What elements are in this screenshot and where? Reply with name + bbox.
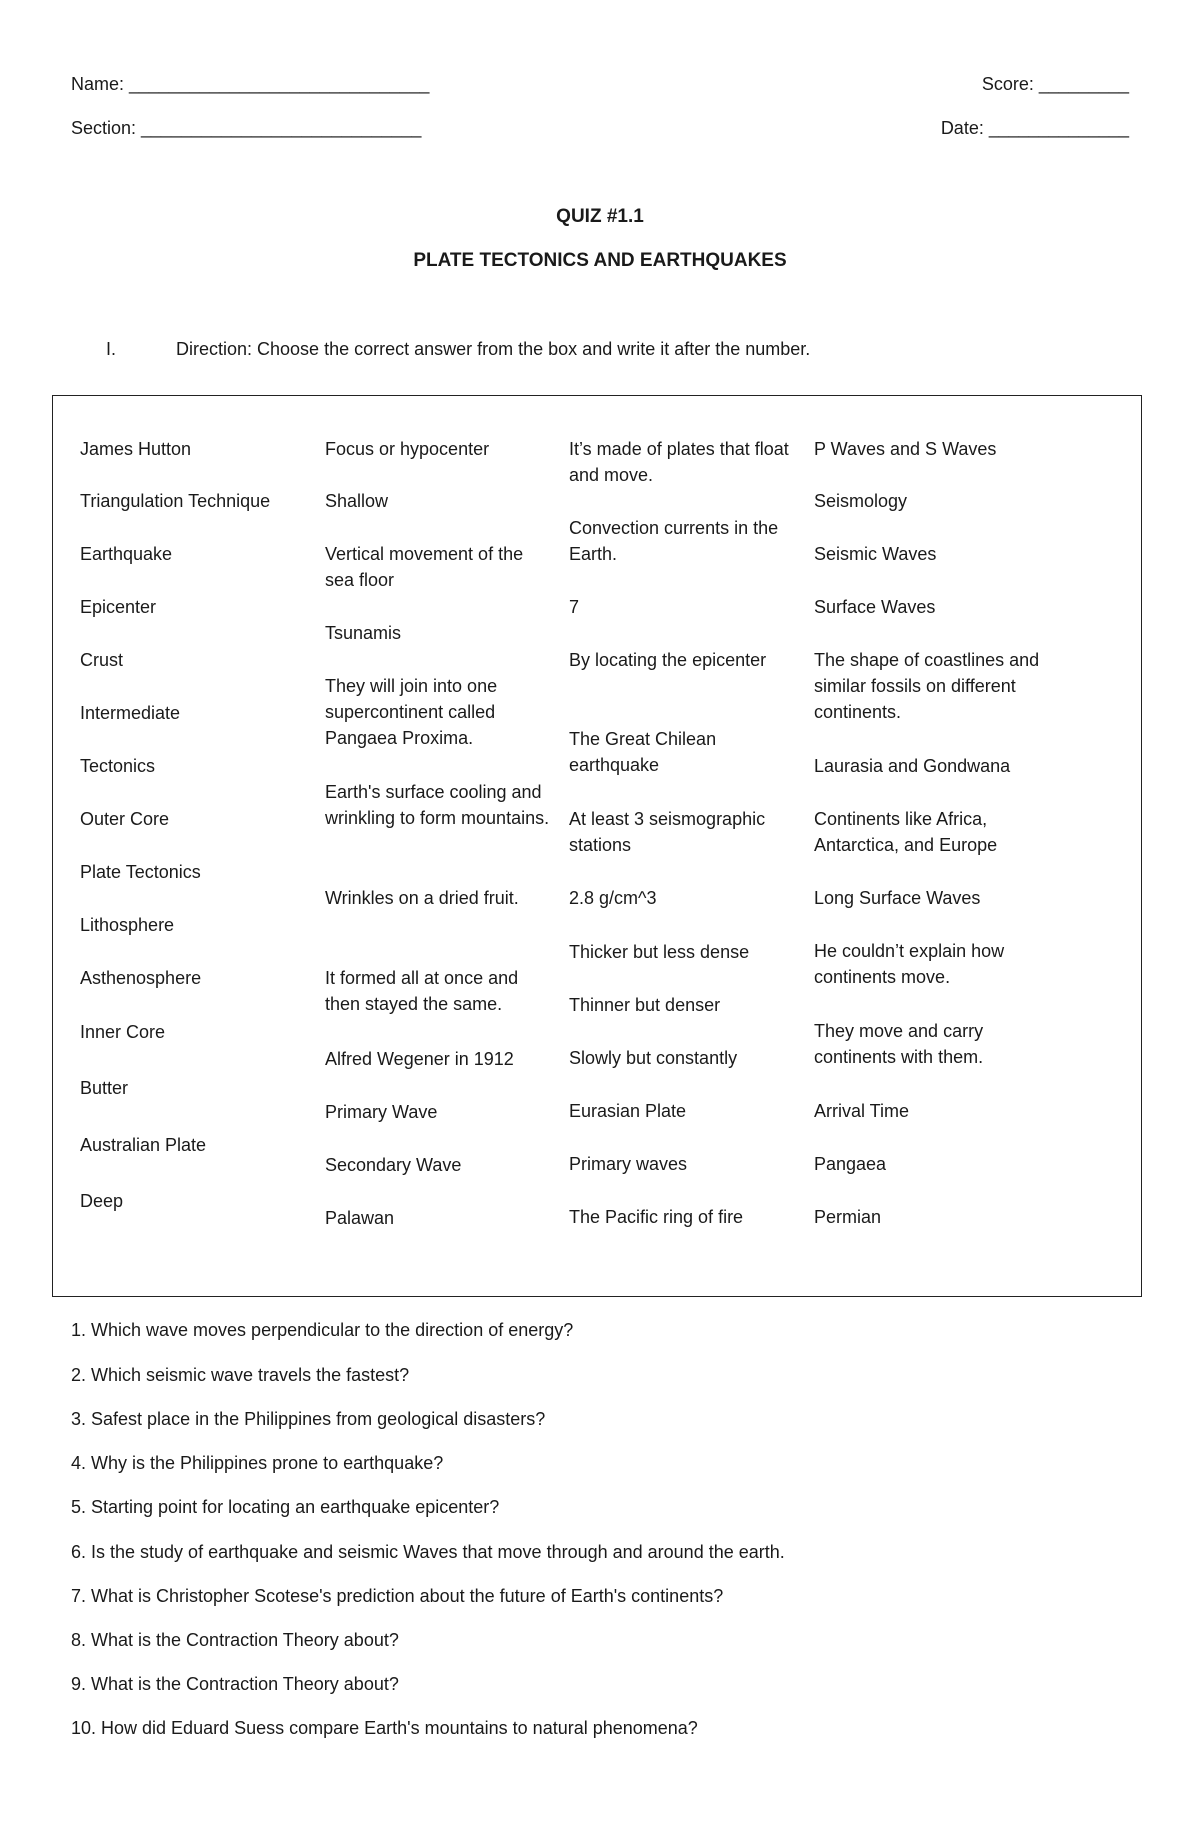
answer-choice: 7 <box>569 597 580 617</box>
answer-choice: Earth's surface cooling and wrinkling to form mountains. <box>325 782 550 828</box>
question-item[interactable]: 3. Safest place in the Philippines from geological disasters? <box>71 1409 546 1429</box>
answer-choice: Secondary Wave <box>325 1155 462 1175</box>
question-item[interactable]: 5. Starting point for locating an earthquake epicenter? <box>71 1497 500 1517</box>
answer-choice: P Waves and S Waves <box>814 439 997 459</box>
answer-choice: They move and carry continents with them. <box>814 1021 984 1067</box>
answer-choice: Seismology <box>814 491 908 511</box>
answer-choices-box <box>52 395 1142 1297</box>
answer-choice: Eurasian Plate <box>569 1101 687 1121</box>
direction-text: Direction: Choose the correct answer from the box and write it after the number. <box>176 339 811 359</box>
answer-choice: Intermediate <box>80 703 181 723</box>
answer-choice: By locating the epicenter <box>569 650 767 670</box>
answer-choice: The shape of coastlines and similar fossils on different continents. <box>814 650 1040 722</box>
answer-choice: Lithosphere <box>80 915 175 935</box>
question-item[interactable]: 8. What is the Contraction Theory about? <box>71 1630 399 1650</box>
answer-choice: Triangulation Technique <box>80 491 271 511</box>
answer-choice: Long Surface Waves <box>814 888 981 908</box>
score-field[interactable]: Score: _________ <box>981 74 1129 94</box>
answer-choice: Convection currents in the Earth. <box>569 518 779 564</box>
answer-choice: It’s made of plates that float and move. <box>569 439 789 485</box>
answer-choice: Butter <box>80 1078 129 1098</box>
question-item[interactable]: 4. Why is the Philippines prone to earthquake? <box>71 1453 444 1473</box>
answer-choice: The Pacific ring of fire <box>569 1207 744 1227</box>
quiz-subject: PLATE TECTONICS AND EARTHQUAKES <box>413 250 787 271</box>
question-item[interactable]: 2. Which seismic wave travels the fastest? <box>71 1365 410 1385</box>
answer-choice: Primary Wave <box>325 1102 438 1122</box>
answer-choice: Asthenosphere <box>80 968 202 988</box>
answer-choice: Inner Core <box>80 1022 166 1042</box>
question-item[interactable]: 1. Which wave moves perpendicular to the direction of energy? <box>71 1320 574 1340</box>
answer-choice: Epicenter <box>80 597 157 617</box>
answer-choice: Tsunamis <box>325 623 402 643</box>
date-field[interactable]: Date: ______________ <box>940 118 1129 138</box>
question-item[interactable]: 9. What is the Contraction Theory about? <box>71 1674 399 1694</box>
section-field[interactable]: Section: ____________________________ <box>71 118 422 138</box>
answer-choice: Australian Plate <box>80 1135 207 1155</box>
answer-choice: 2.8 g/cm^3 <box>569 888 657 908</box>
answer-choice: Shallow <box>325 491 389 511</box>
answer-choice: James Hutton <box>80 439 192 459</box>
answer-choice: Surface Waves <box>814 597 936 617</box>
answer-choice: Earthquake <box>80 544 173 564</box>
answer-choice: Continents like Africa, Antarctica, and Europe <box>814 809 998 855</box>
answer-choice: Focus or hypocenter <box>325 439 490 459</box>
answer-choice: At least 3 seismographic stations <box>569 809 766 855</box>
question-item[interactable]: 6. Is the study of earthquake and seismic Waves that move through and around the earth. <box>71 1542 785 1562</box>
answer-choice: Outer Core <box>80 809 170 829</box>
answer-choice: Tectonics <box>80 756 156 776</box>
name-field[interactable]: Name: ______________________________ <box>71 74 430 94</box>
answer-choice: Permian <box>814 1207 882 1227</box>
answer-choice: Thinner but denser <box>569 995 721 1015</box>
answer-choice: Primary waves <box>569 1154 688 1174</box>
answer-choice: Vertical movement of the sea floor <box>325 544 524 590</box>
answer-choice: Alfred Wegener in 1912 <box>325 1049 514 1069</box>
answer-choice: Seismic Waves <box>814 544 937 564</box>
answer-choice: Plate Tectonics <box>80 862 201 882</box>
answer-choice: They will join into one supercontinent called Pangaea Proxima. <box>325 676 498 748</box>
answer-choice: Pangaea <box>814 1154 887 1174</box>
answer-choice: The Great Chilean earthquake <box>569 729 717 775</box>
answer-choice: Palawan <box>325 1208 395 1228</box>
answer-choice: He couldn’t explain how continents move. <box>814 941 1005 987</box>
answer-choice: Wrinkles on a dried fruit. <box>325 888 519 908</box>
question-item[interactable]: 10. How did Eduard Suess compare Earth's mountains to natural phenomena? <box>71 1718 698 1738</box>
answer-choice: Slowly but constantly <box>569 1048 738 1068</box>
quiz-title: QUIZ #1.1 <box>556 206 644 227</box>
answer-choice: Thicker but less dense <box>569 942 750 962</box>
answer-choice: It formed all at once and then stayed the same. <box>325 968 519 1014</box>
question-item[interactable]: 7. What is Christopher Scotese's prediction about the future of Earth's continents? <box>71 1586 724 1606</box>
answer-choice: Arrival Time <box>814 1101 910 1121</box>
answer-choice: Crust <box>80 650 124 670</box>
direction-number: I. <box>106 339 117 359</box>
answer-choice: Laurasia and Gondwana <box>814 756 1011 776</box>
answer-choice: Deep <box>80 1191 124 1211</box>
